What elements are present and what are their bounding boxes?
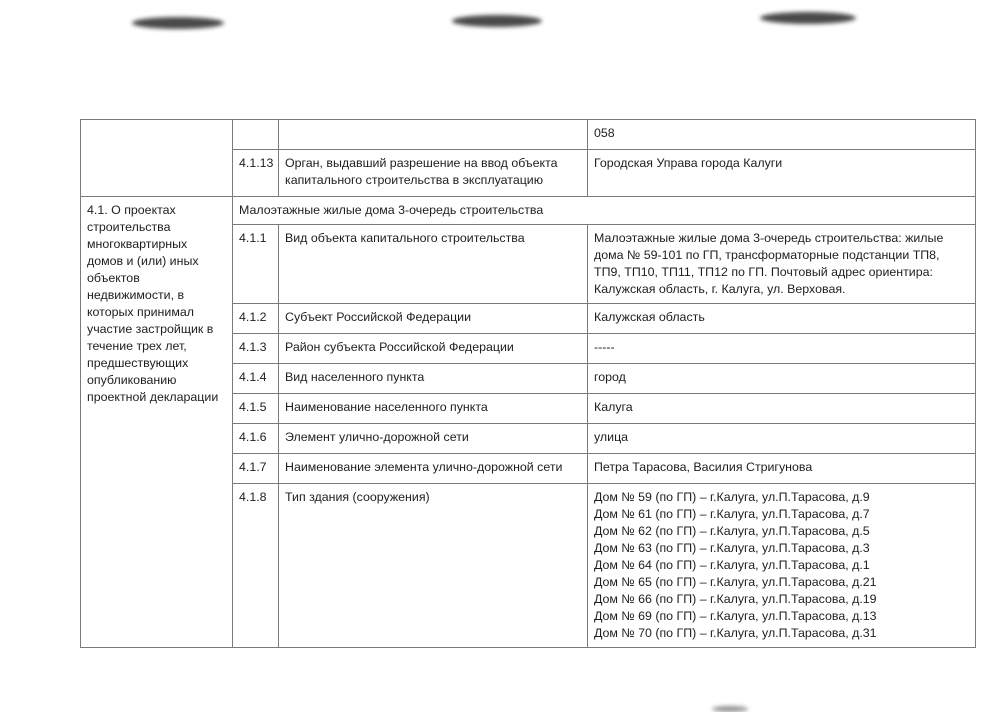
scan-smudge <box>712 706 748 712</box>
list-item: Дом № 61 (по ГП) – г.Калуга, ул.П.Тарасова, д.7 <box>594 507 870 521</box>
cell-label: Субъект Российской Федерации <box>279 304 588 334</box>
empty-cell <box>233 120 279 150</box>
address-list <box>588 484 976 648</box>
table-row <box>81 197 976 225</box>
cell-value: Городская Управа города Калуги <box>588 150 976 197</box>
cell-value: Калуга <box>588 394 976 424</box>
cell-number: 4.1.1 <box>233 225 279 304</box>
cell-value: Калужская область <box>588 304 976 334</box>
cell-label: Наименование населенного пункта <box>279 394 588 424</box>
scan-smudge <box>760 12 856 24</box>
cell-value: улица <box>588 424 976 454</box>
empty-cell <box>279 120 588 150</box>
list-item: Дом № 66 (по ГП) – г.Калуга, ул.П.Тарасова, д.19 <box>594 592 877 606</box>
cell-value: 058 <box>588 120 976 150</box>
cell-label: Орган, выдавший разрешение на ввод объекта капитального строительства в эксплуатацию <box>279 150 588 197</box>
declaration-table <box>80 119 976 648</box>
list-item: Дом № 65 (по ГП) – г.Калуга, ул.П.Тарасова, д.21 <box>594 575 877 589</box>
cell-value: Петра Тарасова, Василия Стригунова <box>588 454 976 484</box>
list-item: Дом № 64 (по ГП) – г.Калуга, ул.П.Тарасова, д.1 <box>594 558 870 572</box>
list-item: Дом № 70 (по ГП) – г.Калуга, ул.П.Тарасова, д.31 <box>594 626 877 640</box>
cell-label: Тип здания (сооружения) <box>279 484 588 648</box>
cell-number: 4.1.5 <box>233 394 279 424</box>
cell-label: Район субъекта Российской Федерации <box>279 334 588 364</box>
empty-cell <box>81 120 233 197</box>
cell-number: 4.1.2 <box>233 304 279 334</box>
cell-number: 4.1.13 <box>233 150 279 197</box>
cell-number: 4.1.7 <box>233 454 279 484</box>
cell-value: ----- <box>588 334 976 364</box>
cell-number: 4.1.4 <box>233 364 279 394</box>
list-item: Дом № 63 (по ГП) – г.Калуга, ул.П.Тарасова, д.3 <box>594 541 870 555</box>
cell-label: Наименование элемента улично-дорожной сети <box>279 454 588 484</box>
cell-value: Малоэтажные жилые дома 3-очередь строительства: жилые дома № 59-101 по ГП, трансформаторные подстанции ТП8, ТП9, ТП10, ТП11, ТП12 по ГП. Почтовый адрес ориентира: Калужская область, г. Калуга, ул. Верховая. <box>588 225 976 304</box>
cell-label: Вид объекта капитального строительства <box>279 225 588 304</box>
cell-value: город <box>588 364 976 394</box>
section-title: 4.1. О проектах строительства многоквартирных домов и (или) иных объектов недвижимости, в которых принимал участие застройщик в течение трех лет, предшествующих опубликованию проектной декларации <box>81 197 233 648</box>
list-item: Дом № 69 (по ГП) – г.Калуга, ул.П.Тарасова, д.13 <box>594 609 877 623</box>
section-heading: Малоэтажные жилые дома 3-очередь строительства <box>233 197 976 225</box>
scan-smudge <box>452 15 542 27</box>
list-item: Дом № 59 (по ГП) – г.Калуга, ул.П.Тарасова, д.9 <box>594 490 870 504</box>
scan-smudge <box>132 17 224 29</box>
cell-number: 4.1.6 <box>233 424 279 454</box>
cell-label: Вид населенного пункта <box>279 364 588 394</box>
cell-number: 4.1.8 <box>233 484 279 648</box>
cell-number: 4.1.3 <box>233 334 279 364</box>
table-row <box>81 120 976 150</box>
cell-label: Элемент улично-дорожной сети <box>279 424 588 454</box>
list-item: Дом № 62 (по ГП) – г.Калуга, ул.П.Тарасова, д.5 <box>594 524 870 538</box>
